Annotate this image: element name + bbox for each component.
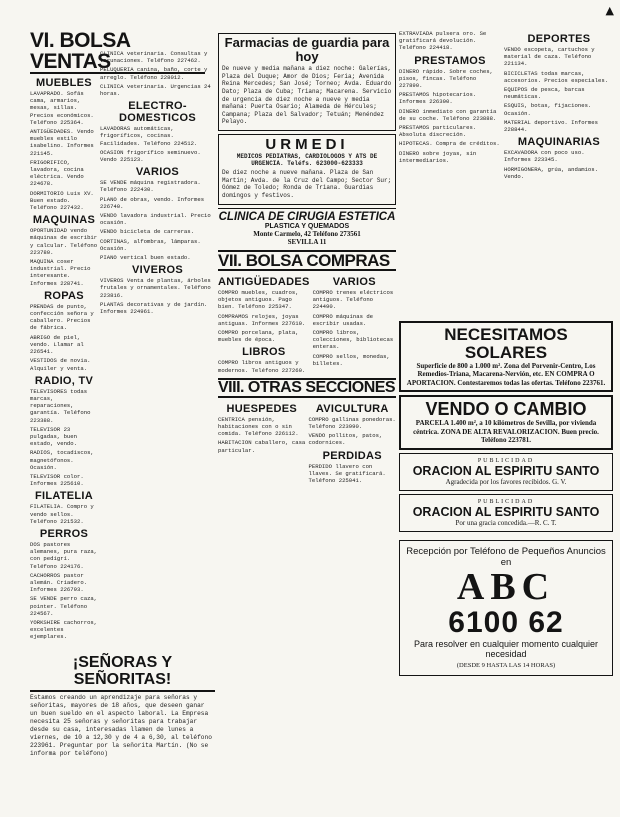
abc-intro: Recepción por Teléfono de Pequeños Anuncios en xyxy=(406,545,606,568)
classified-ad: HIPOTECAS. Compra de créditos. xyxy=(399,140,500,148)
classified-ad: VESTIDOS de novia. Alquiler y venta. xyxy=(30,357,91,372)
classified-ad: COMPRO máquinas de escribir usadas. xyxy=(312,312,374,327)
classified-ad: COMPRAMOS relojes, joyas antiguas. Informes 227610. xyxy=(218,312,306,327)
solares-text: Superficie de 800 a 1.000 m². Zona del Porvenir-Centro, Los Remedios-Triana, Macarena-Nervión, etc. EN COMPRA O APORTACION. Contestaremos todas las ofertas. Teléfono 223761. xyxy=(406,361,606,387)
classified-ad: TELEVISOR color. Informes 225610. xyxy=(30,472,84,488)
prestamos-top-ads xyxy=(399,30,501,52)
compras-split xyxy=(218,273,396,376)
ventas-sections xyxy=(30,77,98,641)
classified-ad: EQUIPOS de pesca, barcas neumáticas. xyxy=(504,86,585,101)
abc-text: Para resolver en cualquier momento cualquier necesidad xyxy=(413,638,599,660)
ventas-top-ads xyxy=(100,50,215,97)
classified-ad: HABITACION caballero, casa particular. xyxy=(218,439,306,454)
section-head-compras: VII. BOLSA COMPRAS xyxy=(218,250,396,271)
vendo-title: VENDO O CAMBIO xyxy=(425,399,587,420)
compras-right-ads xyxy=(313,289,396,367)
abc-logo: ABC xyxy=(456,565,556,608)
classified-ad: COMPRO trenes eléctricos antiguos. Teléfono 224490. xyxy=(312,288,394,311)
vendo-text: PARCELA 1.400 m², a 10 kilómetros de Sevilla, por vivienda céntrica. ZONA DE ALTA REVALORIZACION. Buen precio. Teléfono 223781. xyxy=(413,419,599,445)
senoras-text: Estamos creando un aprendizaje para señoras y señoritas, mayores de 18 años, que deseen ganar un buen sueldo en el aspecto laboral. La Empresa necesita 25 señoras y señoritas para trabajar desde su casa, interesadas llamen de lunes a viernes, de 10 a 12,30 y de 4 a 6,30, al teléfono 223961. Preguntar por la señorita Martín. (No se informa por teléfono) xyxy=(30,693,212,757)
classified-ad: PLANTAS decorativas y de jardín. Informes 224961. xyxy=(100,300,208,316)
classified-ad: CLINICA veterinaria. Consultas y vacunaciones. Teléfono 227462. xyxy=(100,50,208,65)
classified-ad: PIANO vertical buen estado. xyxy=(100,254,191,262)
clinic-address: Monte Carmelo, 42 Teléfono 273561 xyxy=(253,229,361,238)
oracion-text-1: Agradecida por los favores recibidos. G. V. xyxy=(445,478,567,487)
classified-ad: PRENDAS de punto, confección señora y caballero. Precios de fábrica. xyxy=(30,302,94,332)
deportes-sections xyxy=(504,33,614,180)
pharmacy-box xyxy=(218,33,396,131)
classified-ad: CACHORROS pastor alemán. Criadero. Informes 226793. xyxy=(30,571,88,594)
classified-ad: LAVAPRADO. Sofás cama, armarios, mesas, sillas. Precios económicos. Teléfono 225364. xyxy=(30,90,94,126)
classified-ad: VENDO escopeta, cartuchos y material de caza. Teléfono 221134. xyxy=(504,46,595,68)
classified-ad: FRIGORIFICO, lavadora, cocina eléctrica. Vendo 224678. xyxy=(30,158,84,188)
classified-ad: COMPRO muebles, cuadros, objetos antiguos. Pago bien. Teléfono 225347. xyxy=(218,288,299,311)
oracion-box-2 xyxy=(399,494,613,532)
section-title: MAQUINARIAS xyxy=(517,136,601,149)
corner-arrow-icon: ▲ xyxy=(605,4,614,17)
classified-ad: DORMITORIO Luis XV. Buen estado. Teléfono 227432. xyxy=(30,189,94,212)
classified-ad: OPORTUNIDAD vendo máquinas de escribir y calcular. Teléfono 223780. xyxy=(30,227,98,256)
classified-ad: COMPRO libros, colecciones, bibliotecas enteras. xyxy=(312,328,394,351)
compras-right-title: VARIOS xyxy=(332,275,376,288)
pharmacy-text: De nueve y media mañana a diez noche: Galerías, Plaza del Duque; Amor de Dios; Feria; Avenida Reina Mercedes; San José; Torneo; Avda. Eduardo Dato; Plaza de Cuba; Triana; Macarena. Servicio de urgencia de diez noche a nueve y media mañana: Puerta Osario; Alameda de Hércules; Campana; Plaza del Salvador; Tetuán; Menéndez Pelayo. xyxy=(222,65,392,126)
urmedi-box xyxy=(218,134,396,205)
avicultura-block xyxy=(309,400,397,486)
column-center xyxy=(218,30,396,486)
oracion-title-1: ORACION AL ESPIRITU SANTO xyxy=(412,464,600,479)
huespedes-block xyxy=(218,400,306,486)
classified-ad: DINERO inmediato con garantía de su coche. Teléfono 223888. xyxy=(399,107,497,122)
libros-ads xyxy=(218,359,310,373)
abc-phone: 6100 62 xyxy=(448,605,564,639)
clinic-sub: PLASTICA Y QUEMADOS xyxy=(264,222,350,230)
classified-ad: PERDIDO llavero con llaves. Se gratificará. Teléfono 225041. xyxy=(308,462,386,485)
classified-ad: TELEVISORES todas marcas, reparaciones, garantía. Teléfono 223388. xyxy=(30,387,91,424)
classified-ad: COMPRO gallinas ponedoras. Teléfono 223990. xyxy=(308,415,396,430)
urmedi-title: URMEDI xyxy=(265,136,349,154)
classified-ad: ESQUIS, botas, fijaciones. Ocasión. xyxy=(504,102,592,117)
clinic-city: SEVILLA 11 xyxy=(287,238,327,247)
avicultura-ads xyxy=(309,416,397,447)
classified-ad: VENDO bicicleta de carreras. xyxy=(100,228,194,236)
compras-right xyxy=(313,273,396,376)
compras-left-title: ANTIGÜEDADES xyxy=(218,275,310,288)
classified-ad: COMPRO libros antiguos y modernos. Teléfono 227260. xyxy=(218,359,306,374)
otras-split xyxy=(218,400,396,486)
huespedes-title: HUESPEDES xyxy=(226,402,298,415)
clinic-title: CLINICA DE CIRUGIA ESTETICA xyxy=(218,208,396,223)
column-ventas-2 xyxy=(100,50,215,317)
oracion-box-1 xyxy=(399,453,613,491)
classified-ad: ABRIGO de piel, vendo. Llamar al 226541. xyxy=(30,333,84,356)
section-head-ventas: VI. BOLSA VENTAS xyxy=(30,30,205,74)
classified-ad: MAQUINA coser industrial. Precio interesante. Informes 228741. xyxy=(30,258,91,287)
section-title: FILATELIA xyxy=(34,490,94,503)
classified-ad: CORTINAS, alfombras, lámparas. Ocasión. xyxy=(100,237,201,252)
classified-ad: OCASION frigorífico seminuevo. Vendo 225123. xyxy=(100,148,201,164)
huespedes-ads xyxy=(218,416,306,454)
classified-ad: VIVEROS Venta de plantas, árboles frutales y ornamentales. Teléfono 223816. xyxy=(100,277,211,299)
section-title: MAQUINAS xyxy=(32,214,96,227)
perdidas-title: PERDIDAS xyxy=(322,449,382,462)
classified-ad: TELEVISOR 23 pulgadas, buen estado, vendo. xyxy=(30,425,77,448)
section-title: RADIO, TV xyxy=(34,374,94,387)
classified-ad: PRESTAMOS hipotecarios. Informes 226300. xyxy=(399,91,477,106)
clinic-block xyxy=(218,208,396,247)
classified-ad: FILATELIA. Compro y vendo sellos. Teléfono 221532. xyxy=(30,503,94,525)
classified-ad: VENDO lavadora industrial. Precio ocasión. xyxy=(100,212,211,227)
oracion-text-2: Por una gracia concedida.—R. C. T. xyxy=(455,519,557,528)
oracion-label-1: PUBLICIDAD xyxy=(477,457,535,464)
section-title: ELECTRO-DOMESTICOS xyxy=(119,100,196,125)
section-title: VARIOS xyxy=(135,166,180,179)
section-title: DEPORTES xyxy=(527,33,591,45)
solares-box xyxy=(399,321,613,392)
classified-ad: SE VENDE perro caza, pointer. Teléfono 224567. xyxy=(30,595,98,617)
classified-ad: VENDO pollitos, patos, codornices. xyxy=(308,432,383,447)
classified-ad: RADIOS, tocadiscos, magnetófonos. Ocasión. xyxy=(30,449,94,471)
section-title: MUEBLES xyxy=(36,77,92,89)
classified-ad: PRESTAMOS particulares. Absoluta discreción. xyxy=(399,124,477,139)
classified-ad: CLINICA veterinaria. Urgencias 24 horas. xyxy=(100,82,211,98)
classified-ad: ANTIGÜEDADES. Vendo muebles estilo isabelino. Informes 221145. xyxy=(30,128,94,157)
section-title: PERROS xyxy=(39,527,89,540)
column-prestamos xyxy=(399,30,501,310)
compras-left xyxy=(218,273,310,376)
section-title: ROPAS xyxy=(44,289,84,302)
senoras-box xyxy=(30,655,215,760)
oracion-title-2: ORACION AL ESPIRITU SANTO xyxy=(412,505,600,520)
classified-ad: MATERIAL deportivo. Informes 228844. xyxy=(504,118,598,134)
classified-ad: DOS pastores alemanes, pura raza, con pedigrí. Teléfono 224176. xyxy=(30,540,98,570)
section-title: VIVEROS xyxy=(131,264,183,277)
urmedi-text: De diez noche a nueve mañana. Plaza de San Martín; Avda. de la Cruz del Campo; Sector Sur; Gómez de Toledo; Ronda de Triana. Guardias domingos y festivos. xyxy=(222,169,392,199)
classified-ad: BICICLETAS todas marcas, accesorios. Precios especiales. xyxy=(504,69,609,84)
section-title: PRESTAMOS xyxy=(414,54,486,67)
oracion-label-2: PUBLICIDAD xyxy=(477,498,535,505)
classified-ad: EXTRAVIADA pulsera oro. Se gratificará devolución. Teléfono 224418. xyxy=(399,30,487,52)
classified-ad: PELUQUERIA canina, baño, corte y arreglo. Teléfono 228012. xyxy=(100,66,208,81)
section-head-otras: VIII. OTRAS SECCIONES xyxy=(218,378,396,396)
compras-left-ads xyxy=(218,289,310,343)
perdidas-ads xyxy=(309,463,397,485)
classified-ad: DINERO sobre joyas, sin intermediarios. xyxy=(399,149,477,164)
classified-ad: PLANO de obras, vendo. Informes 226740. xyxy=(100,195,205,210)
prestamos-sections xyxy=(399,55,501,164)
classified-ad: COMPRO porcelana, plata, muebles de época. xyxy=(218,328,299,344)
column-deportes xyxy=(504,30,614,320)
libros-title: LIBROS xyxy=(242,346,286,359)
ventas-sections-2 xyxy=(100,100,215,315)
avicultura-title: AVICULTURA xyxy=(315,402,389,415)
abc-hours: (DESDE 9 HASTA LAS 14 HORAS) xyxy=(456,661,556,669)
classified-ad: CENTRICA pensión, habitaciones con o sin comida. Teléfono 226112. xyxy=(218,415,299,438)
abc-box xyxy=(399,540,613,677)
classified-ad: DINERO rápido. Sobre coches, pisos, fincas. Teléfono 227890. xyxy=(399,67,493,90)
pharmacy-title: Farmacias de guardia para hoy xyxy=(224,35,390,64)
classified-ad: EXCAVADORA con poco uso. Informes 223345. xyxy=(504,149,585,164)
classified-ad: COMPRO sellos, monedas, billetes. xyxy=(312,352,390,367)
classified-ad: YORKSHIRE cachorros, excelentes ejemplares. xyxy=(30,618,98,641)
right-boxes xyxy=(399,318,613,679)
senoras-title: ¡SEÑORAS Y SEÑORITAS! xyxy=(30,655,215,692)
vendo-box xyxy=(399,395,613,449)
classified-ad: SE VENDE máquina registradora. Teléfono 222430. xyxy=(100,179,201,194)
solares-title: NECESITAMOS SOLARES xyxy=(444,325,568,362)
urmedi-subtitle: MEDICOS PEDIATRAS, CARDIOLOGOS Y ATS DE URGENCIA. Teléfs. 623000-623333 xyxy=(236,152,378,167)
classified-ad: LAVADORAS automáticas, frigoríficos, cocinas. Facilidades. Teléfono 224512. xyxy=(100,125,198,147)
classified-ad: HORMIGONERA, grúa, andamios. Vendo. xyxy=(504,165,598,180)
